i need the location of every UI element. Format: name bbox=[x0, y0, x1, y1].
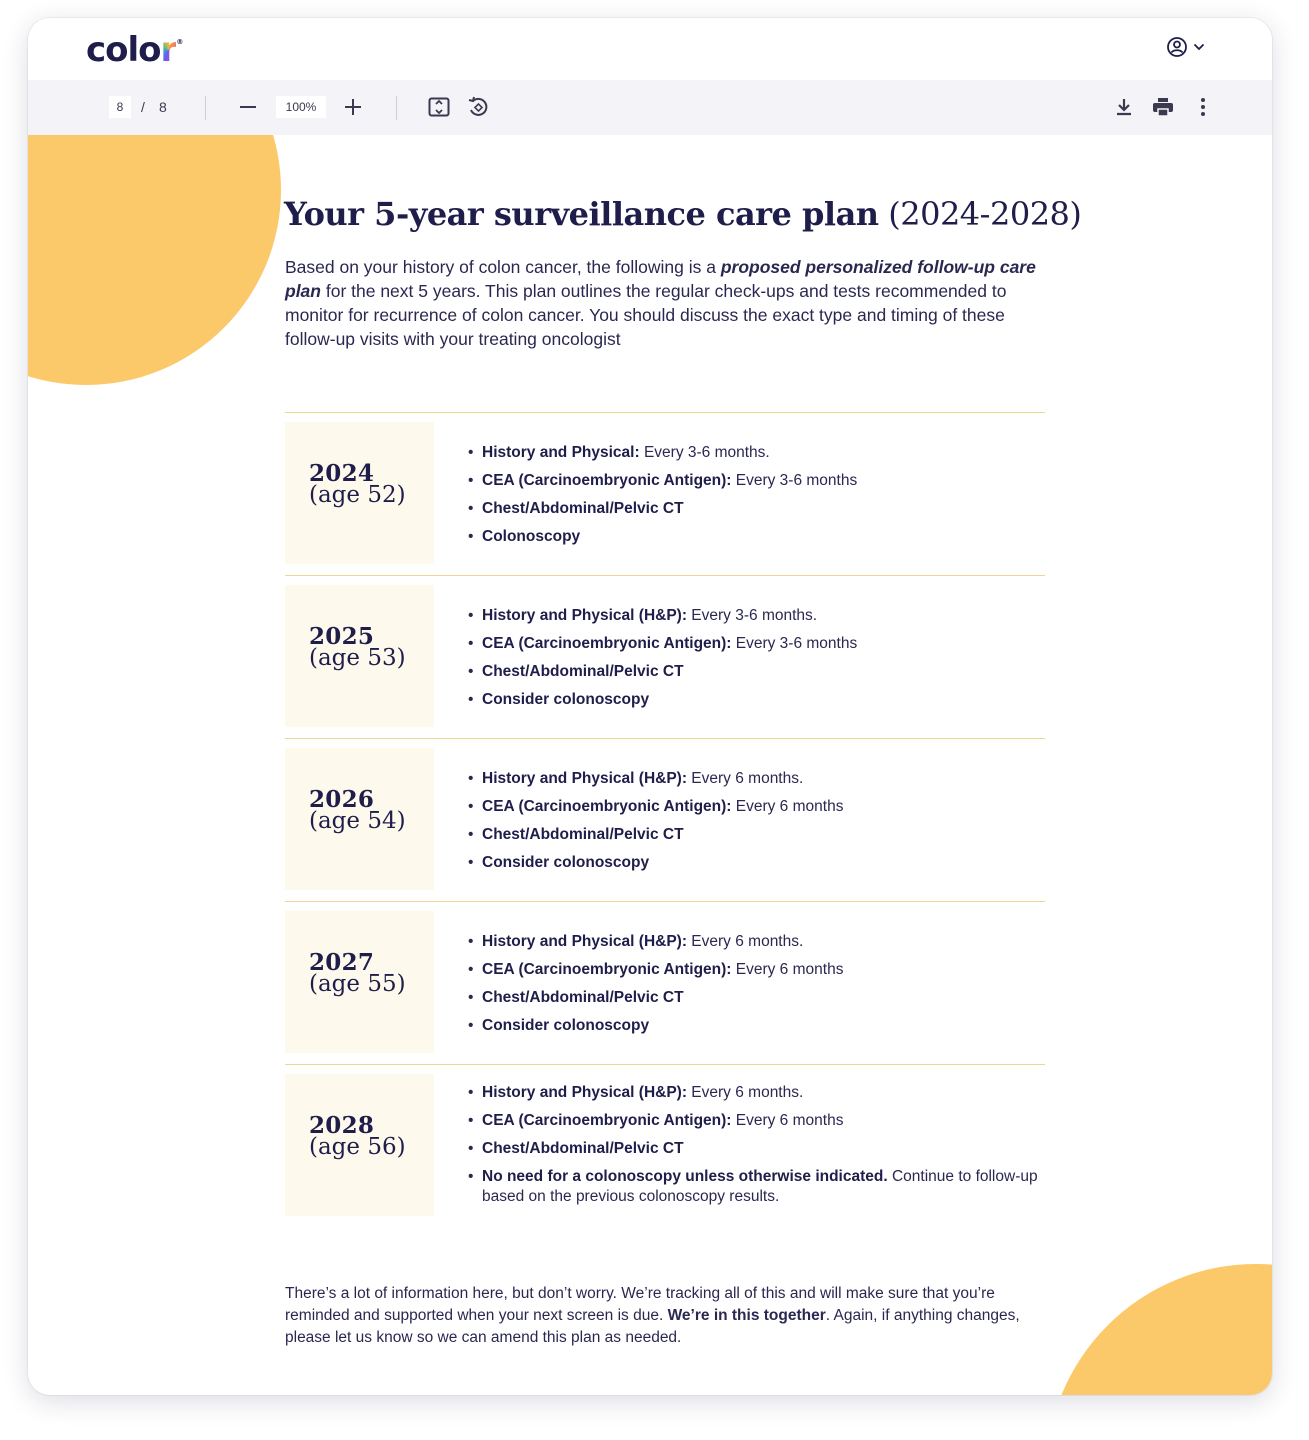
age-label: (age 54) bbox=[309, 808, 406, 834]
title-main: Your 5-year surveillance care plan bbox=[284, 195, 879, 233]
item-title: Chest/Abdominal/Pelvic CT bbox=[482, 663, 684, 680]
item-title: History and Physical: bbox=[482, 444, 640, 461]
intro-emphasis: proposed personalized follow-up care plan bbox=[285, 257, 1036, 301]
recommendation-list bbox=[468, 932, 1038, 1044]
year-label: 2026 bbox=[309, 786, 375, 813]
item-detail: Every 6 months bbox=[731, 1112, 844, 1129]
item-detail: Every 3-6 months. bbox=[687, 607, 818, 624]
plan-row-2026 bbox=[285, 738, 1045, 901]
color-logo[interactable] bbox=[86, 28, 183, 72]
item-detail: Continue to follow-up based on the previous colonoscopy results. bbox=[482, 1168, 1038, 1205]
year-box bbox=[285, 748, 434, 890]
zoom-in-button[interactable] bbox=[340, 94, 366, 120]
list-item bbox=[468, 797, 1038, 817]
app-window bbox=[28, 18, 1272, 1395]
total-pages: 8 bbox=[159, 99, 167, 115]
recommendation-list bbox=[468, 1083, 1038, 1215]
recommendation-list bbox=[468, 769, 1038, 881]
age-label: (age 56) bbox=[309, 1134, 406, 1160]
recommendation-list bbox=[468, 443, 1038, 555]
account-menu-button[interactable] bbox=[1166, 37, 1212, 61]
list-item bbox=[468, 960, 1038, 980]
zoom-out-button[interactable] bbox=[235, 94, 261, 120]
item-detail: Every 6 months. bbox=[687, 933, 804, 950]
closing-paragraph bbox=[285, 1283, 1055, 1349]
year-box bbox=[285, 911, 434, 1053]
rotate-icon bbox=[467, 96, 489, 118]
fit-page-icon bbox=[428, 97, 450, 117]
top-navigation-bar bbox=[28, 18, 1272, 80]
toolbar-divider bbox=[396, 96, 397, 120]
list-item bbox=[468, 662, 1038, 682]
item-title: History and Physical (H&P): bbox=[482, 607, 687, 624]
document-viewport[interactable] bbox=[28, 135, 1272, 1395]
intro-text-start: Based on your history of colon cancer, the following is a bbox=[285, 257, 721, 277]
print-icon bbox=[1152, 97, 1174, 117]
plan-row-2024 bbox=[285, 412, 1045, 575]
toolbar-divider bbox=[205, 96, 206, 120]
outro-text-end: . Again, if anything changes, please let us know so we can amend this plan as needed. bbox=[285, 1307, 1020, 1346]
item-title: Colonoscopy bbox=[482, 528, 581, 545]
item-title: History and Physical (H&P): bbox=[482, 770, 687, 787]
user-circle-icon bbox=[1166, 36, 1188, 63]
chevron-down-icon bbox=[1192, 40, 1206, 59]
logo-accent-letter: r bbox=[160, 30, 177, 70]
item-title: Chest/Abdominal/Pelvic CT bbox=[482, 1140, 684, 1157]
year-label: 2027 bbox=[309, 949, 375, 976]
list-item bbox=[468, 1139, 1038, 1159]
outro-text-start: There’s a lot of information here, but don’t worry. We’re tracking all of this and will make sure that you’re reminded and supported when your next screen is due. bbox=[285, 1285, 995, 1324]
page-title bbox=[284, 195, 1184, 233]
list-item bbox=[468, 499, 1038, 519]
pdf-toolbar bbox=[28, 80, 1272, 135]
fit-page-button[interactable] bbox=[426, 94, 452, 120]
outro-emphasis: We’re in this together bbox=[667, 1307, 826, 1324]
list-item bbox=[468, 1167, 1038, 1207]
plan-row-2027 bbox=[285, 901, 1045, 1064]
plus-icon bbox=[343, 97, 363, 117]
more-options-button[interactable] bbox=[1190, 94, 1216, 120]
item-title: Consider colonoscopy bbox=[482, 691, 650, 708]
list-item bbox=[468, 606, 1038, 626]
current-page-input[interactable] bbox=[109, 96, 131, 118]
year-label: 2028 bbox=[309, 1112, 375, 1139]
plan-row-2028 bbox=[285, 1064, 1045, 1217]
item-detail: Every 6 months. bbox=[687, 1084, 804, 1101]
document-page bbox=[28, 135, 1272, 1395]
list-item bbox=[468, 853, 1038, 873]
list-item bbox=[468, 443, 1038, 463]
rotate-button[interactable] bbox=[465, 94, 491, 120]
age-label: (age 53) bbox=[309, 645, 406, 671]
minus-icon bbox=[238, 97, 258, 117]
item-title: No need for a colonoscopy unless otherwise indicated. bbox=[482, 1168, 888, 1185]
item-title: History and Physical (H&P): bbox=[482, 1084, 687, 1101]
item-title: Chest/Abdominal/Pelvic CT bbox=[482, 826, 684, 843]
list-item bbox=[468, 471, 1038, 491]
list-item bbox=[468, 1083, 1038, 1103]
list-item bbox=[468, 825, 1038, 845]
item-detail: Every 6 months bbox=[731, 961, 844, 978]
care-plan-table bbox=[285, 412, 1045, 1217]
intro-paragraph bbox=[285, 255, 1045, 351]
list-item bbox=[468, 634, 1038, 654]
age-label: (age 52) bbox=[309, 482, 406, 508]
recommendation-list bbox=[468, 606, 1038, 718]
download-icon bbox=[1115, 97, 1133, 117]
item-detail: Every 6 months bbox=[731, 798, 844, 815]
item-title: CEA (Carcinoembryonic Antigen): bbox=[482, 798, 732, 815]
year-label: 2024 bbox=[309, 460, 375, 487]
item-title: CEA (Carcinoembryonic Antigen): bbox=[482, 1112, 732, 1129]
item-title: Consider colonoscopy bbox=[482, 1017, 650, 1034]
zoom-level-input[interactable] bbox=[276, 96, 326, 118]
intro-text-end: for the next 5 years. This plan outlines the regular check-ups and tests recommended to monitor for recurrence of colon cancer. You should discuss the exact type and timing of these follow-up visits with your treating oncologist bbox=[285, 281, 1007, 349]
more-vertical-icon bbox=[1200, 97, 1206, 117]
item-title: History and Physical (H&P): bbox=[482, 933, 687, 950]
list-item bbox=[468, 769, 1038, 789]
list-item bbox=[468, 1016, 1038, 1036]
age-label: (age 55) bbox=[309, 971, 406, 997]
item-detail: Every 6 months. bbox=[687, 770, 804, 787]
item-detail: Every 3-6 months. bbox=[639, 444, 770, 461]
plan-row-2025 bbox=[285, 575, 1045, 738]
item-title: Chest/Abdominal/Pelvic CT bbox=[482, 500, 684, 517]
item-title: CEA (Carcinoembryonic Antigen): bbox=[482, 472, 732, 489]
year-label: 2025 bbox=[309, 623, 375, 650]
list-item bbox=[468, 527, 1038, 547]
item-detail: Every 3-6 months bbox=[731, 635, 858, 652]
item-title: CEA (Carcinoembryonic Antigen): bbox=[482, 635, 732, 652]
item-title: Chest/Abdominal/Pelvic CT bbox=[482, 989, 684, 1006]
year-box bbox=[285, 1074, 434, 1216]
title-range: (2024-2028) bbox=[888, 195, 1082, 233]
logo-text: colo bbox=[86, 30, 161, 70]
list-item bbox=[468, 988, 1038, 1008]
list-item bbox=[468, 690, 1038, 710]
list-item bbox=[468, 1111, 1038, 1131]
download-button[interactable] bbox=[1111, 94, 1137, 120]
page-separator: / bbox=[141, 99, 145, 115]
logo-registered-mark: ® bbox=[176, 38, 184, 46]
print-button[interactable] bbox=[1150, 94, 1176, 120]
item-detail: Every 3-6 months bbox=[731, 472, 858, 489]
year-box bbox=[285, 422, 434, 564]
list-item bbox=[468, 932, 1038, 952]
item-title: CEA (Carcinoembryonic Antigen): bbox=[482, 961, 732, 978]
year-box bbox=[285, 585, 434, 727]
item-title: Consider colonoscopy bbox=[482, 854, 650, 871]
